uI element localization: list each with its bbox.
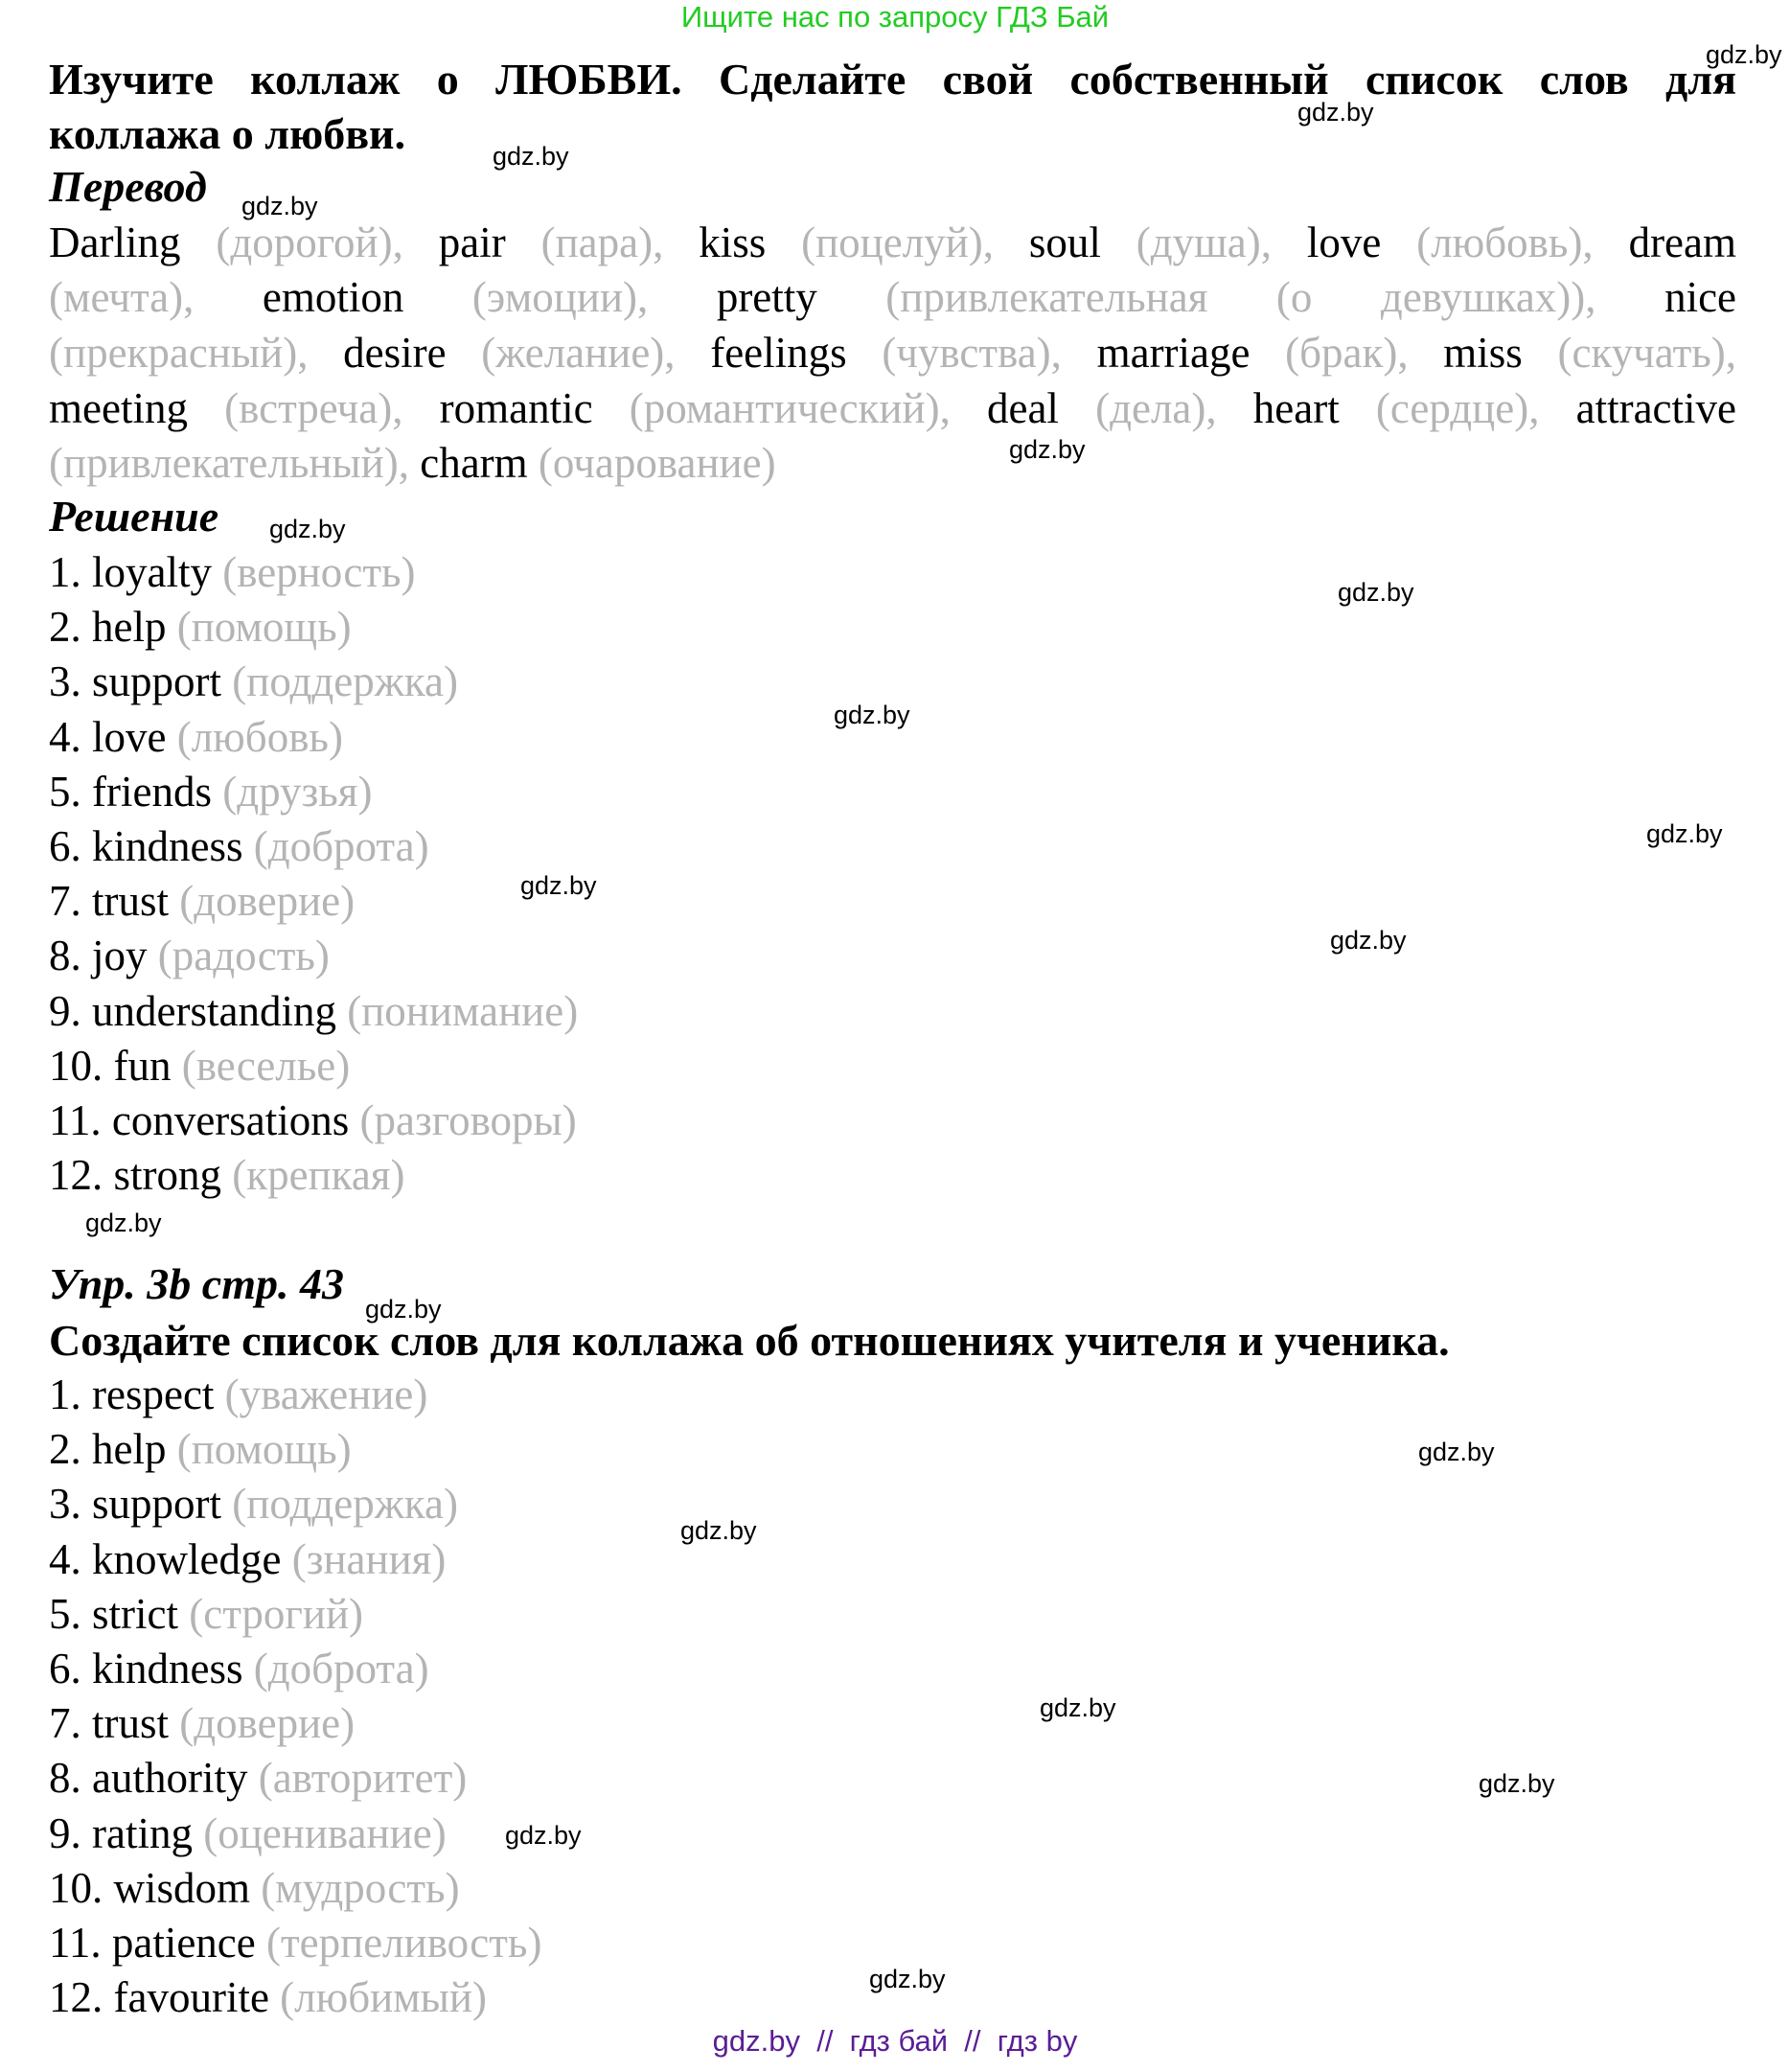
russian-translation: (любовь), — [1381, 219, 1629, 266]
list-item — [49, 1970, 487, 2025]
search-hint-banner: Ищите нас по запросу ГДЗ Бай — [680, 0, 1110, 34]
english-word: desire — [343, 329, 447, 377]
list-item — [49, 1807, 447, 1861]
list-item — [49, 1696, 355, 1751]
russian-translation: (знания) — [291, 1535, 447, 1583]
item-number: 4. — [49, 713, 81, 761]
english-word: kindness — [92, 1645, 243, 1692]
list-item — [49, 655, 458, 709]
english-word: knowledge — [92, 1535, 282, 1583]
english-word: kiss — [699, 219, 767, 266]
item-number: 1. — [49, 1370, 81, 1418]
russian-translation: (друзья) — [222, 768, 373, 816]
english-word: fun — [113, 1042, 172, 1090]
russian-translation: (строгий) — [189, 1590, 364, 1638]
english-word: help — [92, 603, 167, 651]
russian-translation: (мечта), — [49, 273, 263, 321]
english-word: rating — [92, 1809, 193, 1857]
english-word: deal — [986, 384, 1059, 432]
solution-heading: Решение — [49, 492, 219, 541]
translation-heading: Перевод — [49, 162, 207, 211]
item-number: 11. — [49, 1096, 102, 1144]
english-word: loyalty — [92, 548, 212, 596]
russian-translation: (радость) — [157, 932, 330, 979]
list-item — [49, 600, 352, 655]
english-word: romantic — [439, 384, 593, 432]
watermark-label: gdz.by — [1040, 1693, 1116, 1722]
russian-translation: (эмоции), — [403, 273, 717, 321]
russian-translation: (доверие) — [179, 1699, 356, 1747]
watermark-label: gdz.by — [241, 192, 318, 220]
english-word: patience — [111, 1919, 256, 1967]
english-word: charm — [420, 439, 528, 487]
english-word: nice — [1664, 273, 1737, 321]
english-word: strict — [92, 1590, 178, 1638]
list-item — [49, 765, 373, 819]
item-number: 9. — [49, 1809, 81, 1857]
russian-translation: (поддержка) — [232, 1480, 459, 1528]
list-item — [49, 1039, 350, 1094]
item-number: 6. — [49, 822, 81, 870]
english-word: Darling — [49, 219, 181, 266]
watermark-label: gdz.by — [1297, 98, 1374, 127]
list-item — [49, 1422, 352, 1477]
english-word: trust — [92, 877, 170, 925]
item-number: 1. — [49, 548, 81, 596]
russian-translation: (авторитет) — [258, 1754, 468, 1802]
english-word: love — [1306, 219, 1382, 266]
list-item — [49, 710, 343, 765]
english-word: marriage — [1096, 329, 1251, 377]
watermark-label: gdz.by — [834, 701, 910, 729]
list-item — [49, 929, 330, 983]
watermark-label: gdz.by — [1330, 926, 1407, 955]
english-word: meeting — [49, 384, 188, 432]
watermark-label: gdz.by — [493, 142, 569, 171]
russian-translation: (привлекательный), — [49, 439, 421, 487]
watermark-label: gdz.by — [1706, 40, 1782, 69]
english-word: joy — [92, 932, 148, 979]
item-number: 3. — [49, 1480, 81, 1528]
list-item — [49, 545, 416, 600]
english-word: trust — [92, 1699, 170, 1747]
list-item — [49, 1477, 458, 1531]
russian-translation: (понимание) — [347, 987, 579, 1035]
translation-line — [49, 270, 1736, 325]
russian-translation: (скучать), — [1522, 329, 1737, 377]
russian-translation: (душа), — [1100, 219, 1307, 266]
watermark-label: gdz.by — [1479, 1769, 1555, 1798]
watermark-label: gdz.by — [505, 1821, 582, 1850]
russian-translation: (доброта) — [253, 822, 429, 870]
item-number: 8. — [49, 1754, 81, 1802]
english-word: love — [92, 713, 167, 761]
item-number: 6. — [49, 1645, 81, 1692]
watermark-label: gdz.by — [1009, 435, 1086, 464]
item-number: 2. — [49, 603, 81, 651]
list-item — [49, 1916, 541, 1970]
english-word: feelings — [710, 329, 847, 377]
russian-translation: (оценивание) — [203, 1809, 447, 1857]
english-word: support — [92, 657, 221, 705]
russian-translation: (очарование) — [527, 439, 776, 487]
item-number: 7. — [49, 1699, 81, 1747]
item-number: 7. — [49, 877, 81, 925]
russian-translation: (желание), — [446, 329, 711, 377]
item-number: 5. — [49, 1590, 81, 1638]
footer-links[interactable]: gdz.by // гдз бай // гдз by — [712, 2024, 1078, 2058]
russian-translation: (пара), — [505, 219, 700, 266]
russian-translation: (встреча), — [187, 384, 440, 432]
russian-translation: (терпеливость) — [266, 1919, 542, 1967]
list-item — [49, 1642, 429, 1696]
translation-line — [49, 326, 1736, 380]
russian-translation: (дорогой), — [180, 219, 439, 266]
russian-translation: (прекрасный), — [49, 329, 344, 377]
list-item — [49, 1587, 363, 1642]
list-item — [49, 1751, 467, 1806]
english-word: help — [92, 1425, 167, 1473]
english-word: attractive — [1575, 384, 1736, 432]
russian-translation: (любовь) — [176, 713, 343, 761]
exercise-heading: Упр. 3b стр. 43 — [49, 1259, 345, 1308]
russian-translation: (брак), — [1250, 329, 1444, 377]
watermark-label: gdz.by — [869, 1965, 946, 1993]
watermark-label: gdz.by — [1646, 819, 1723, 848]
item-number: 12. — [49, 1151, 103, 1199]
watermark-label: gdz.by — [1418, 1438, 1495, 1466]
english-word: wisdom — [113, 1864, 251, 1912]
list-item — [49, 984, 578, 1039]
watermark-label: gdz.by — [85, 1209, 162, 1237]
russian-translation: (верность) — [222, 548, 416, 596]
item-number: 10. — [49, 1042, 103, 1090]
watermark-label: gdz.by — [1338, 578, 1414, 607]
task2-title: Создайте список слов для коллажа об отношениях учителя и ученика. — [49, 1316, 1450, 1365]
item-number: 11. — [49, 1919, 102, 1967]
translation-line — [49, 436, 1736, 491]
english-word: respect — [92, 1370, 215, 1418]
russian-translation: (любимый) — [280, 1973, 487, 2021]
russian-translation: (чувства), — [846, 329, 1097, 377]
list-item — [49, 819, 429, 874]
english-word: support — [92, 1480, 221, 1528]
russian-translation: (крепкая) — [232, 1151, 405, 1199]
item-number: 3. — [49, 657, 81, 705]
list-item — [49, 1532, 446, 1587]
item-number: 5. — [49, 768, 81, 816]
russian-translation: (доброта) — [253, 1645, 429, 1692]
russian-translation: (веселье) — [181, 1042, 351, 1090]
list-item — [49, 874, 355, 929]
list-item — [49, 1094, 577, 1148]
english-word: authority — [92, 1754, 248, 1802]
watermark-label: gdz.by — [269, 515, 346, 543]
task-title-line-1: Изучите коллаж о ЛЮБВИ. Сделайте свой собственный список слов для — [49, 55, 1736, 104]
russian-translation: (привлекательная (о девушках)), — [816, 273, 1665, 321]
item-number: 2. — [49, 1425, 81, 1473]
english-word: pair — [438, 219, 506, 266]
english-word: heart — [1252, 384, 1340, 432]
english-word: pretty — [716, 273, 817, 321]
english-word: miss — [1443, 329, 1523, 377]
item-number: 12. — [49, 1973, 103, 2021]
item-number: 10. — [49, 1864, 103, 1912]
russian-translation: (дела), — [1058, 384, 1253, 432]
russian-translation: (доверие) — [179, 877, 356, 925]
english-word: friends — [92, 768, 212, 816]
english-word: conversations — [111, 1096, 350, 1144]
translation-line — [49, 216, 1736, 270]
english-word: soul — [1028, 219, 1101, 266]
english-word: strong — [113, 1151, 221, 1199]
russian-translation: (романтический), — [592, 384, 987, 432]
english-word: emotion — [262, 273, 404, 321]
item-number: 4. — [49, 1535, 81, 1583]
task-title-line-2: коллажа о любви. — [49, 109, 406, 158]
english-word: favourite — [113, 1973, 269, 2021]
watermark-label: gdz.by — [520, 871, 597, 900]
watermark-label: gdz.by — [365, 1295, 442, 1324]
watermark-label: gdz.by — [680, 1516, 757, 1545]
item-number: 9. — [49, 987, 81, 1035]
english-word: dream — [1628, 219, 1736, 266]
item-number: 8. — [49, 932, 81, 979]
list-item — [49, 1148, 405, 1203]
list-item — [49, 1368, 427, 1422]
russian-translation: (поддержка) — [232, 657, 459, 705]
english-word: kindness — [92, 822, 243, 870]
russian-translation: (помощь) — [176, 603, 352, 651]
russian-translation: (поцелуй), — [766, 219, 1029, 266]
russian-translation: (помощь) — [176, 1425, 352, 1473]
translation-line — [49, 381, 1736, 436]
russian-translation: (сердце), — [1339, 384, 1576, 432]
list-item — [49, 1861, 460, 1916]
russian-translation: (разговоры) — [359, 1096, 577, 1144]
russian-translation: (мудрость) — [261, 1864, 460, 1912]
russian-translation: (уважение) — [224, 1370, 428, 1418]
english-word: understanding — [92, 987, 336, 1035]
